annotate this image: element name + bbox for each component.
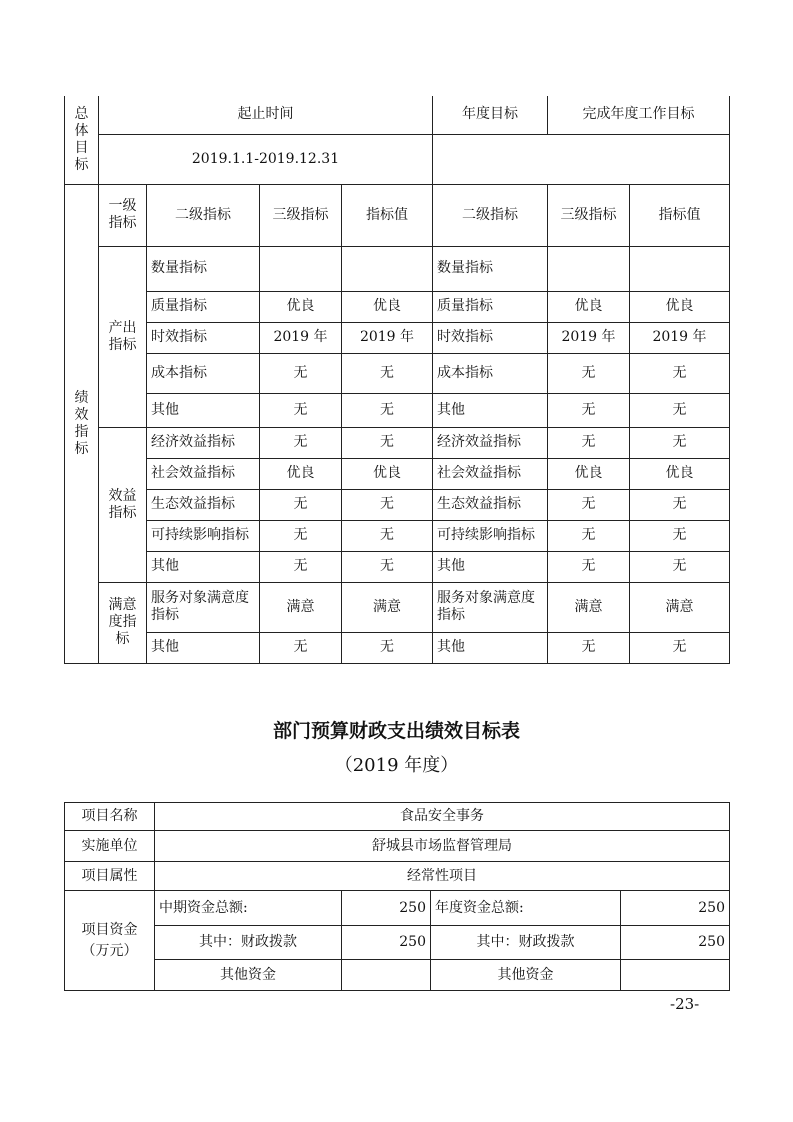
row-level3-b: 满意 bbox=[548, 582, 630, 632]
row-level3: 无 bbox=[260, 551, 342, 582]
row-level3-b: 无 bbox=[548, 632, 630, 663]
row-value: 满意 bbox=[342, 582, 433, 632]
table-row bbox=[65, 582, 730, 632]
start-end-time-label: 起止时间 bbox=[99, 96, 433, 134]
header-level3: 三级指标 bbox=[260, 184, 342, 246]
row-level3-b: 无 bbox=[548, 551, 630, 582]
row-name-b: 其他 bbox=[433, 393, 548, 427]
page-number: -23- bbox=[670, 995, 700, 1013]
row-name-b: 时效指标 bbox=[433, 322, 548, 353]
fiscal-allocation-value-b: 250 bbox=[621, 926, 730, 960]
row-value-b: 2019 年 bbox=[630, 322, 730, 353]
row-value-b bbox=[630, 246, 730, 291]
table-row bbox=[65, 393, 730, 427]
row-value-b: 无 bbox=[630, 551, 730, 582]
row-name-b: 质量指标 bbox=[433, 291, 548, 322]
project-attribute-value: 经常性项目 bbox=[155, 862, 730, 891]
other-funds-label-b: 其他资金 bbox=[431, 960, 621, 991]
row-name-b: 可持续影响指标 bbox=[433, 520, 548, 551]
row-value bbox=[342, 246, 433, 291]
row-value-b: 无 bbox=[630, 489, 730, 520]
row-value-b: 无 bbox=[630, 353, 730, 393]
row-value-b: 无 bbox=[630, 632, 730, 663]
project-info-table bbox=[64, 802, 730, 991]
row-value: 无 bbox=[342, 551, 433, 582]
row-value-b: 无 bbox=[630, 520, 730, 551]
header-level3-b: 三级指标 bbox=[548, 184, 630, 246]
other-funds-value-b bbox=[621, 960, 730, 991]
row-value: 优良 bbox=[342, 458, 433, 489]
table-row bbox=[65, 551, 730, 582]
row-name: 其他 bbox=[147, 632, 260, 663]
row-level3-b: 优良 bbox=[548, 458, 630, 489]
header-value-b: 指标值 bbox=[630, 184, 730, 246]
row-level3-b: 优良 bbox=[548, 291, 630, 322]
indicators-label: 绩效指标 bbox=[65, 184, 99, 663]
row-name: 可持续影响指标 bbox=[147, 520, 260, 551]
header-level2: 二级指标 bbox=[147, 184, 260, 246]
mid-term-total-label: 中期资金总额: bbox=[155, 891, 342, 926]
header-value: 指标值 bbox=[342, 184, 433, 246]
annual-goal-value: 完成年度工作目标 bbox=[548, 96, 730, 134]
row-level3: 优良 bbox=[260, 458, 342, 489]
row-name: 服务对象满意度指标 bbox=[147, 582, 260, 632]
table-row bbox=[65, 291, 730, 322]
table-row bbox=[65, 632, 730, 663]
row-name: 时效指标 bbox=[147, 322, 260, 353]
row-level3: 无 bbox=[260, 393, 342, 427]
row-name: 经济效益指标 bbox=[147, 427, 260, 458]
row-name-b: 生态效益指标 bbox=[433, 489, 548, 520]
table-row bbox=[65, 489, 730, 520]
row-value: 无 bbox=[342, 489, 433, 520]
annual-total-label: 年度资金总额: bbox=[431, 891, 621, 926]
row-level3-b: 无 bbox=[548, 520, 630, 551]
row-level3: 无 bbox=[260, 632, 342, 663]
row-level3 bbox=[260, 246, 342, 291]
row-name: 社会效益指标 bbox=[147, 458, 260, 489]
row-value: 优良 bbox=[342, 291, 433, 322]
implementing-unit-label: 实施单位 bbox=[65, 831, 155, 862]
row-value-b: 无 bbox=[630, 393, 730, 427]
row-level3: 无 bbox=[260, 489, 342, 520]
fiscal-allocation-value: 250 bbox=[342, 926, 431, 960]
row-value-b: 无 bbox=[630, 427, 730, 458]
row-name-b: 经济效益指标 bbox=[433, 427, 548, 458]
row-name: 其他 bbox=[147, 551, 260, 582]
header-level2-b: 二级指标 bbox=[433, 184, 548, 246]
row-level3: 无 bbox=[260, 427, 342, 458]
other-funds-value bbox=[342, 960, 431, 991]
row-level3: 优良 bbox=[260, 291, 342, 322]
row-value-b: 满意 bbox=[630, 582, 730, 632]
table-row bbox=[65, 427, 730, 458]
row-level3: 无 bbox=[260, 353, 342, 393]
row-value: 无 bbox=[342, 427, 433, 458]
row-level3-b: 无 bbox=[548, 393, 630, 427]
row-level3: 2019 年 bbox=[260, 322, 342, 353]
project-name-value: 食品安全事务 bbox=[155, 803, 730, 831]
mid-term-total-value: 250 bbox=[342, 891, 431, 926]
row-name-b: 社会效益指标 bbox=[433, 458, 548, 489]
row-level3: 满意 bbox=[260, 582, 342, 632]
fiscal-allocation-label: 其中：财政拨款 bbox=[155, 926, 342, 960]
row-value-b: 优良 bbox=[630, 458, 730, 489]
row-name: 生态效益指标 bbox=[147, 489, 260, 520]
row-name: 成本指标 bbox=[147, 353, 260, 393]
project-attribute-label: 项目属性 bbox=[65, 862, 155, 891]
row-name-b: 其他 bbox=[433, 632, 548, 663]
annual-total-value: 250 bbox=[621, 891, 730, 926]
page-title: 部门预算财政支出绩效目标表 bbox=[272, 720, 520, 742]
table-row bbox=[65, 520, 730, 551]
header-level1: 一级指标 bbox=[99, 184, 147, 246]
other-funds-label: 其他资金 bbox=[155, 960, 342, 991]
row-value: 2019 年 bbox=[342, 322, 433, 353]
table-row bbox=[65, 246, 730, 291]
row-value: 无 bbox=[342, 520, 433, 551]
row-name: 其他 bbox=[147, 393, 260, 427]
satisfaction-indicators-label: 满意度指标 bbox=[99, 582, 147, 663]
implementing-unit-value: 舒城县市场监督管理局 bbox=[155, 831, 730, 862]
row-level3-b: 2019 年 bbox=[548, 322, 630, 353]
row-level3-b: 无 bbox=[548, 489, 630, 520]
row-level3-b: 无 bbox=[548, 353, 630, 393]
row-value-b: 优良 bbox=[630, 291, 730, 322]
row-name-b: 数量指标 bbox=[433, 246, 548, 291]
row-name: 质量指标 bbox=[147, 291, 260, 322]
table-row bbox=[65, 322, 730, 353]
row-name-b: 其他 bbox=[433, 551, 548, 582]
fiscal-allocation-label-b: 其中：财政拨款 bbox=[431, 926, 621, 960]
row-level3-b bbox=[548, 246, 630, 291]
overall-goal-label: 总体目标 bbox=[65, 96, 99, 184]
row-name: 数量指标 bbox=[147, 246, 260, 291]
performance-indicator-table bbox=[64, 96, 730, 664]
row-value: 无 bbox=[342, 393, 433, 427]
row-value: 无 bbox=[342, 632, 433, 663]
row-level3: 无 bbox=[260, 520, 342, 551]
annual-goal-label: 年度目标 bbox=[433, 96, 548, 134]
annual-goal-empty-cell bbox=[433, 134, 730, 184]
row-value: 无 bbox=[342, 353, 433, 393]
row-name-b: 服务对象满意度指标 bbox=[433, 582, 548, 632]
period-value: 2019.1.1-2019.12.31 bbox=[99, 134, 433, 184]
row-level3-b: 无 bbox=[548, 427, 630, 458]
table-row bbox=[65, 353, 730, 393]
page-subtitle: （2019 年度） bbox=[334, 755, 459, 776]
table-row bbox=[65, 458, 730, 489]
row-name-b: 成本指标 bbox=[433, 353, 548, 393]
benefit-indicators-label: 效益指标 bbox=[99, 427, 147, 582]
project-name-label: 项目名称 bbox=[65, 803, 155, 831]
output-indicators-label: 产出指标 bbox=[99, 246, 147, 427]
project-funds-label: 项目资金（万元） bbox=[65, 891, 155, 991]
